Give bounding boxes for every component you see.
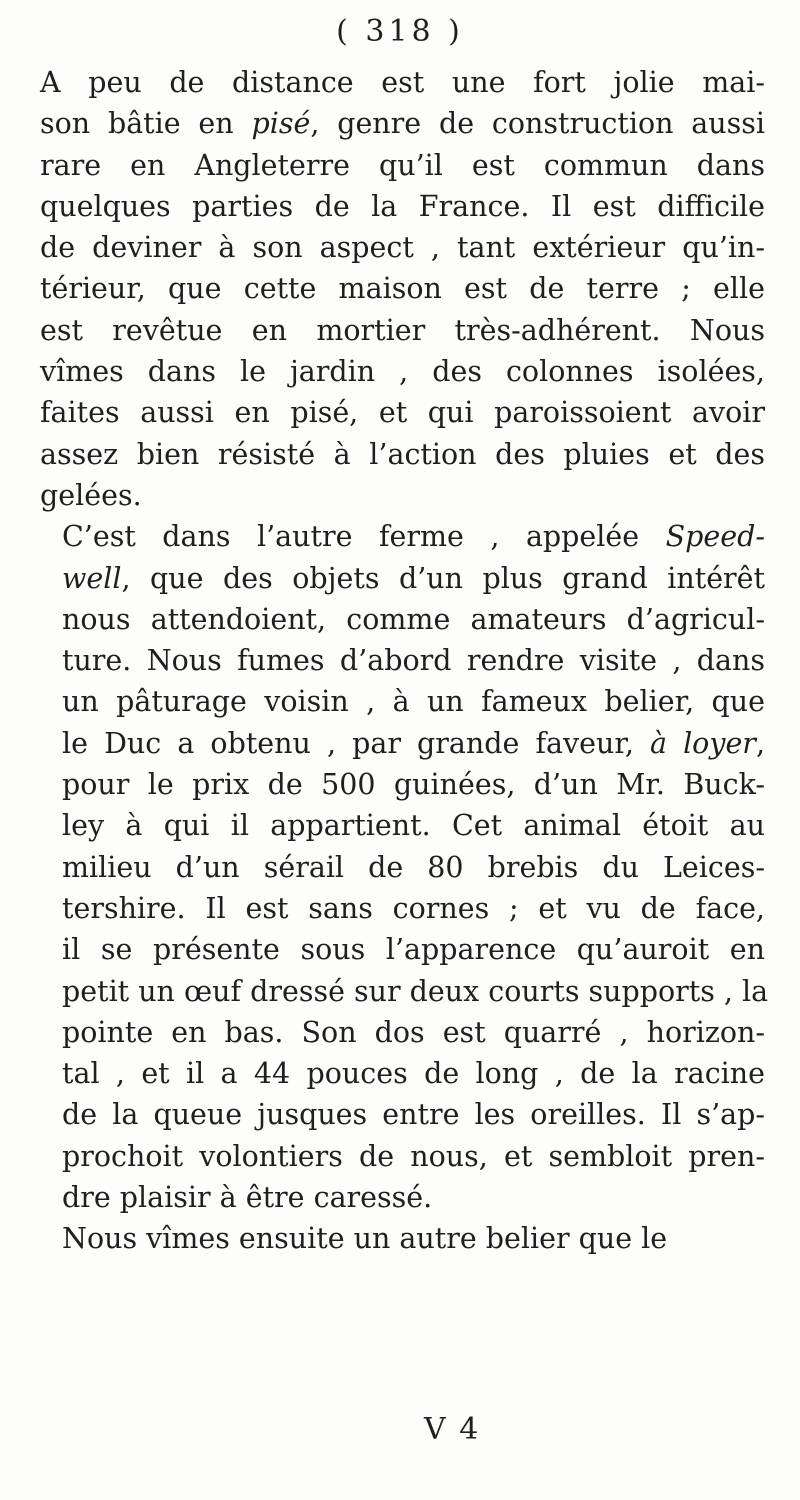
text-line: prochoit volontiers de nous, et sembloit pren-	[62, 1139, 765, 1173]
signature-mark: V 4	[424, 1412, 481, 1447]
text-line: pour le prix de 500 guinées, d’un Mr. Buck-	[62, 768, 765, 802]
text-line: est revêtue en mortier très-adhérent. Nous	[40, 313, 765, 347]
text-line: térieur, que cette maison est de terre ; elle	[40, 272, 765, 306]
text-line: pointe en bas. Son dos est quarré , horizon-	[62, 1015, 765, 1049]
text-line: petit un œuf dressé sur deux courts supports , la	[62, 974, 769, 1008]
text-line: de deviner à son aspect , tant extérieur qu’in-	[40, 231, 765, 265]
paragraph-2	[40, 516, 769, 1218]
text-line: de la queue jusques entre les oreilles. Il s’ap-	[62, 1098, 765, 1132]
page-number: ( 318 )	[336, 14, 464, 49]
text-line: A peu de distance est une fort jolie mai-	[40, 66, 765, 99]
text-line: il se présente sous l’apparence qu’auroit en	[62, 933, 765, 967]
text-line: son bâtie en pisé, genre de construction aussi	[40, 107, 765, 141]
text-line: C’est dans l’autre ferme , appelée Speed-	[62, 520, 765, 554]
text-line: ture. Nous fumes d’abord rendre visite , dans	[62, 644, 765, 678]
paragraph-3	[40, 1218, 765, 1259]
text-line: un pâturage voisin , à un fameux belier, que	[62, 685, 765, 719]
text-line: gelées.	[40, 478, 142, 512]
text-line: tershire. Il est sans cornes ; et vu de face,	[62, 891, 765, 925]
text-line: le Duc a obtenu , par grande faveur, à loyer,	[62, 726, 765, 760]
text-line: faites aussi en pisé, et qui paroissoient avoir	[40, 396, 765, 430]
text-line: assez bien résisté à l’action des pluies et des	[40, 437, 765, 471]
text-line: rare en Angleterre qu’il est commun dans	[40, 148, 765, 182]
text-line: dre plaisir à être caressé.	[62, 1181, 433, 1215]
text-line: well, que des objets d’un plus grand intérêt	[62, 561, 765, 595]
text-line: quelques parties de la France. Il est difficile	[40, 189, 765, 223]
paragraph-1	[40, 62, 765, 516]
text-line: vîmes dans le jardin , des colonnes isolées,	[40, 355, 765, 389]
body-text	[40, 62, 769, 1260]
text-line: milieu d’un sérail de 80 brebis du Leices-	[62, 850, 765, 884]
text-line: ley à qui il appartient. Cet animal étoit au	[62, 809, 765, 843]
text-line: nous attendoient, comme amateurs d’agricul-	[62, 602, 765, 636]
text-line: Nous vîmes ensuite un autre belier que le	[62, 1222, 668, 1256]
text-line: tal , et il a 44 pouces de long , de la racine	[62, 1057, 765, 1091]
